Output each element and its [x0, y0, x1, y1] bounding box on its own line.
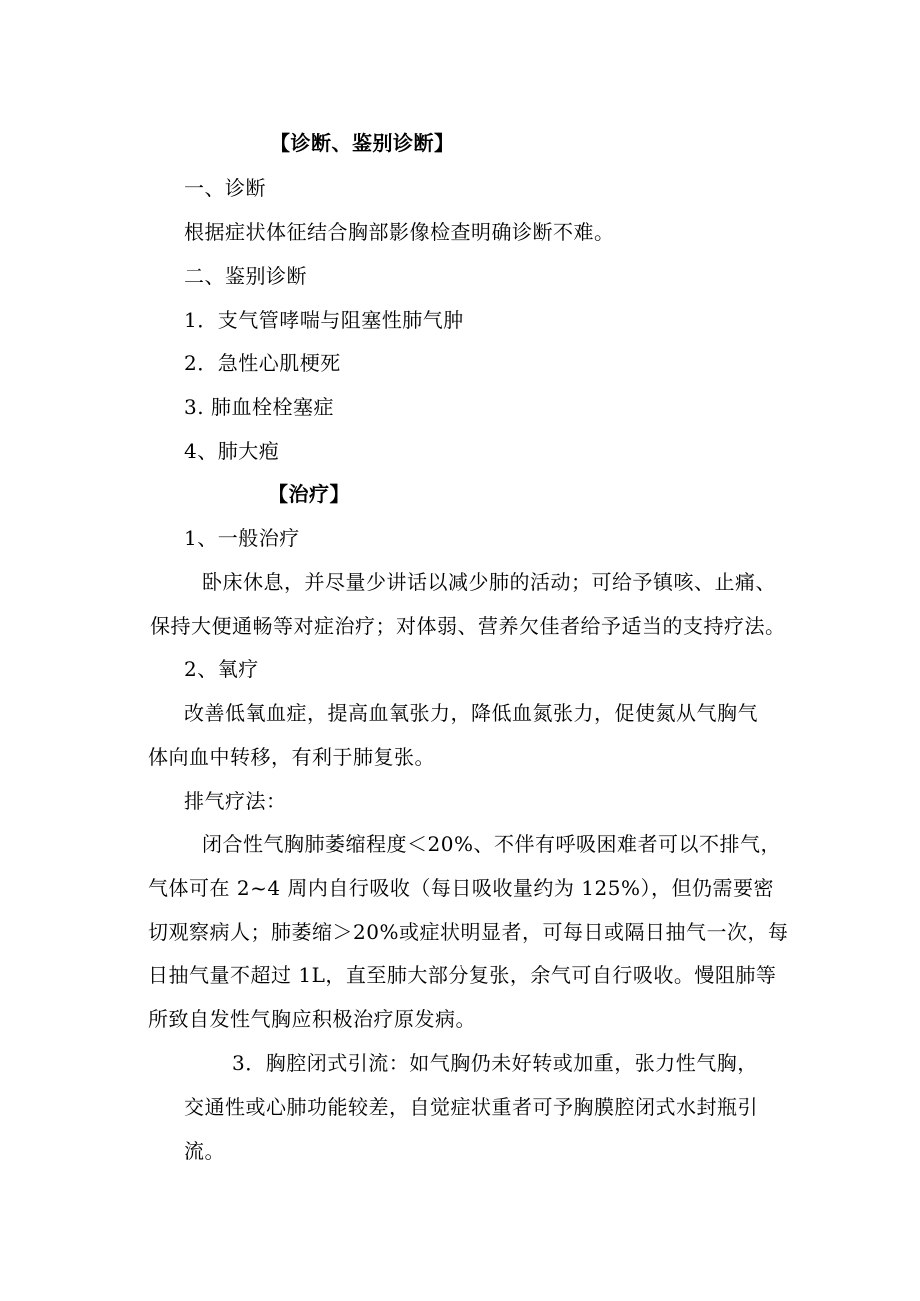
- subsection-title-differential: 二、鉴别诊断: [184, 264, 307, 288]
- subsection-title-oxygen: 2、氧疗: [184, 657, 259, 681]
- subsection-title-general-treatment: 1、一般治疗: [184, 526, 300, 550]
- paragraph-diagnosis: 根据症状体征结合胸部影像检查明确诊断不难。: [184, 220, 615, 244]
- paragraph-line: 所致自发性气胸应积极治疗原发病。: [148, 1007, 476, 1031]
- list-item-differential: 1．支气管哮喘与阻塞性肺气肿: [184, 308, 464, 332]
- paragraph-line: 闭合性气胸肺萎缩程度＜20%、不伴有呼吸困难者可以不排气，: [202, 832, 781, 856]
- paragraph-line: 改善低氧血症，提高血氧张力，降低血氮张力，促使氮从气胸气: [184, 701, 758, 725]
- subsection-title-exhaust: 排气疗法：: [184, 789, 287, 813]
- paragraph-line: 体向血中转移，有利于肺复张。: [148, 745, 435, 769]
- subsection-title-diagnosis: 一、诊断: [184, 176, 266, 200]
- section-heading-diagnosis: 【诊断、鉴别诊断】: [270, 131, 455, 155]
- paragraph-line: 流。: [184, 1139, 225, 1163]
- list-item-differential: 4、肺大疱: [184, 439, 280, 463]
- paragraph-line: 保持大便通畅等对症治疗；对体弱、营养欠佳者给予适当的支持疗法。: [150, 614, 786, 638]
- paragraph-line: 3．胸腔闭式引流：如气胸仍未好转或加重，张力性气胸，: [232, 1051, 758, 1075]
- paragraph-line: 切观察病人；肺萎缩＞20%或症状明显者，可每日或隔日抽气一次，每: [148, 920, 789, 944]
- paragraph-line: 气体可在 2~4 周内自行吸收（每日吸收量约为 125%），但仍需要密: [148, 876, 774, 900]
- paragraph-line: 卧床休息，并尽量少讲话以减少肺的活动；可给予镇咳、止痛、: [202, 570, 776, 594]
- paragraph-line: 交通性或心肺功能较差，自觉症状重者可予胸膜腔闭式水封瓶引: [184, 1095, 758, 1119]
- list-item-differential: 2．急性心肌梗死: [184, 351, 341, 375]
- section-heading-treatment: 【治疗】: [268, 482, 350, 506]
- paragraph-line: 日抽气量不超过 1L，直至肺大部分复张，余气可自行吸收。慢阻肺等: [148, 963, 777, 987]
- list-item-differential: 3. 肺血栓栓塞症: [184, 395, 334, 419]
